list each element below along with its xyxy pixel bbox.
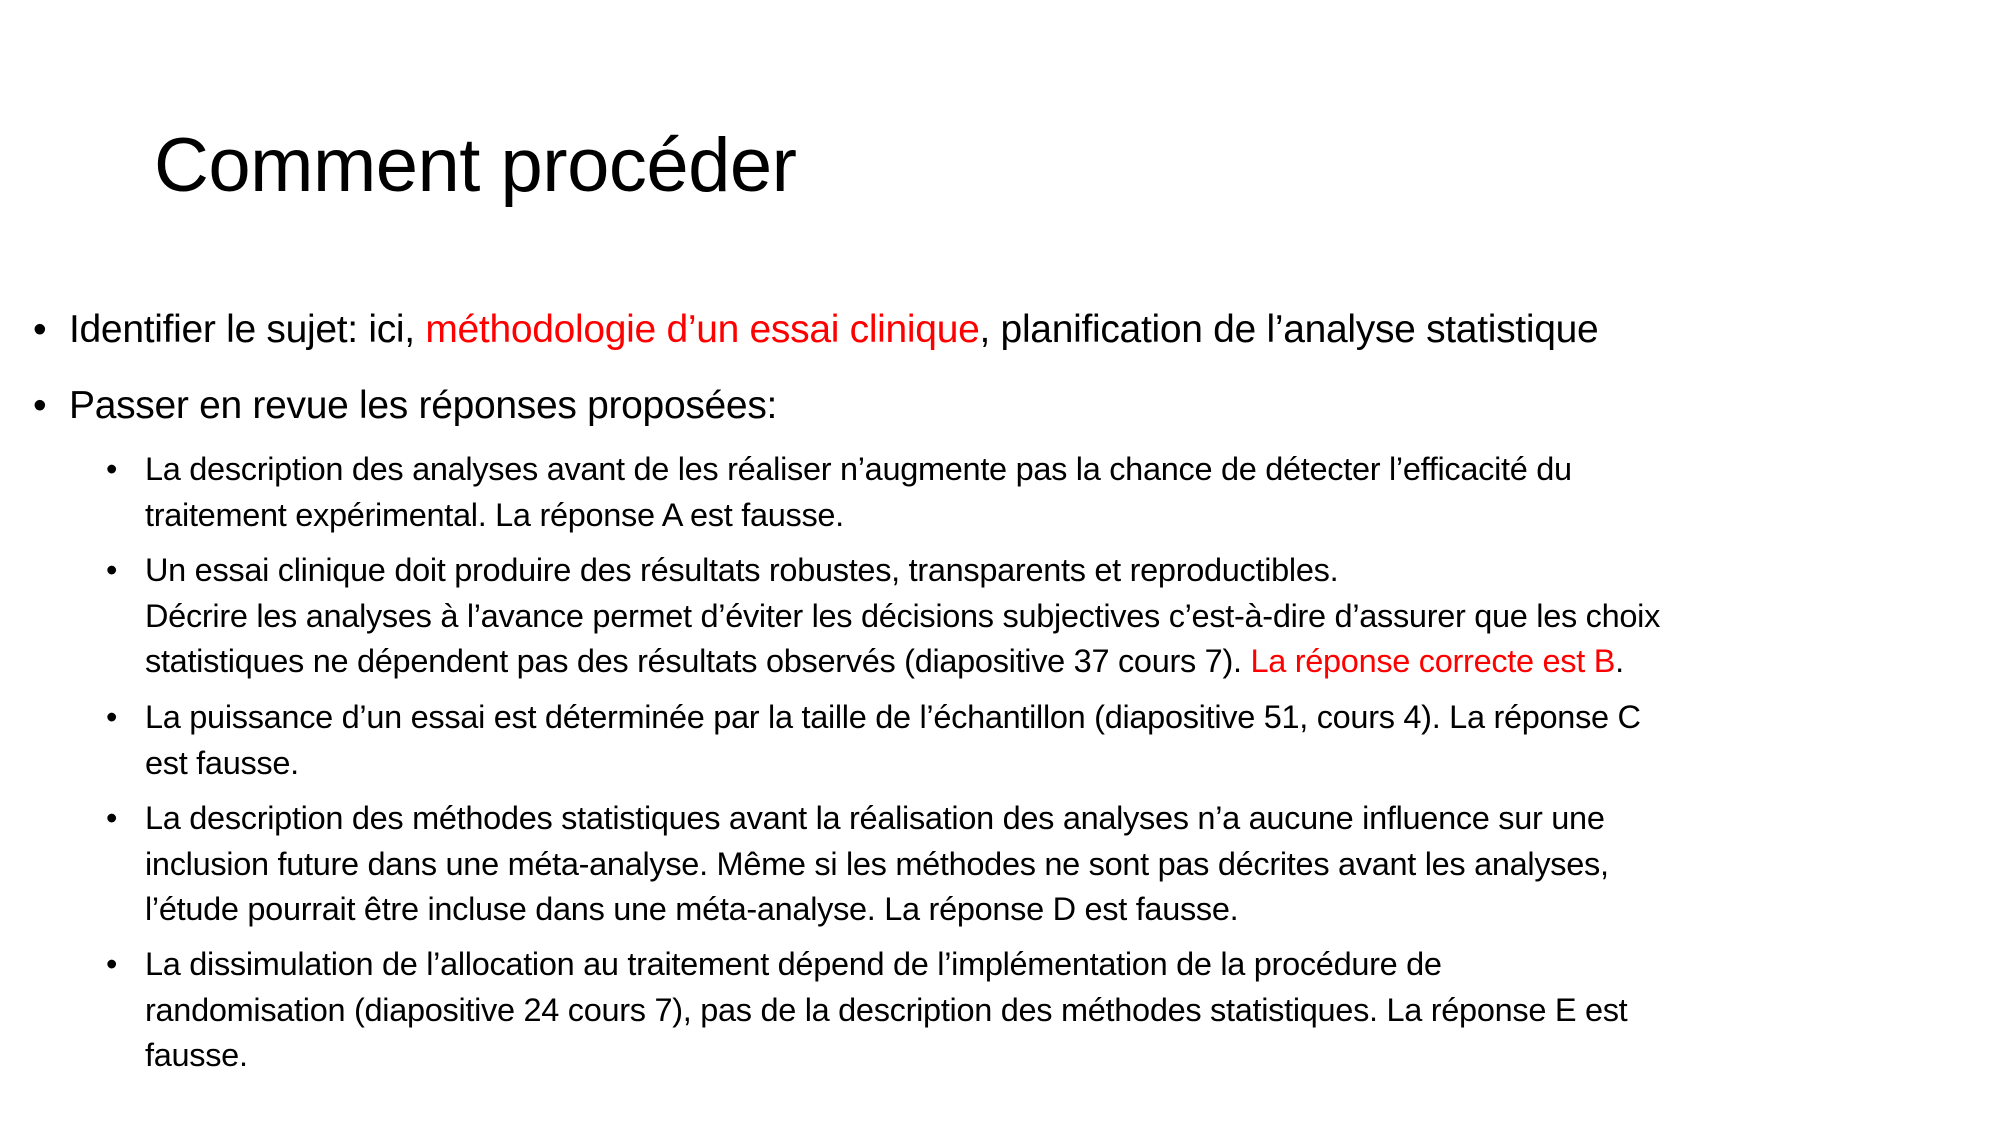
text-segment: Identifier le sujet: ici, [69, 308, 426, 351]
text-segment: La description des analyses avant de les réaliser n’augmente pas la chance de détecter l’efficacité du [145, 451, 1572, 487]
text-segment: Un essai clinique doit produire des résultats robustes, transparents et reproductibles. [145, 552, 1339, 588]
text-segment: l’étude pourrait être incluse dans une méta-analyse. La réponse D est fausse. [145, 891, 1239, 928]
text-segment: statistiques ne dépendent pas des résultats observés (diapositive 37 cours 7). [145, 643, 1251, 680]
bullet-text [69, 384, 777, 428]
bullet-icon: • [33, 308, 47, 351]
text-segment: Passer en revue les réponses proposées: [69, 384, 778, 427]
highlighted-text: méthodologie d’un essai clinique [425, 308, 980, 351]
sub-bullet-line [145, 593, 1660, 639]
highlighted-text: La réponse correcte est B [1250, 643, 1616, 680]
sub-bullet-line [145, 886, 1238, 932]
text-segment: La puissance d’un essai est déterminée par la taille de l’échantillon (diapositive 51, cours 4). La réponse C [145, 699, 1641, 735]
sub-bullet-line [145, 446, 1572, 492]
sub-bullet-line [145, 987, 1627, 1033]
text-segment: randomisation (diapositive 24 cours 7), pas de la description des méthodes statistiques. La réponse E est [145, 991, 1628, 1028]
bullet-icon: • [33, 384, 47, 427]
bullet-icon: • [106, 800, 118, 836]
text-segment: La dissimulation de l’allocation au traitement dépend de l’implémentation de la procédure de [145, 946, 1442, 982]
sub-bullet-line [145, 740, 299, 786]
text-segment: Décrire les analyses à l’avance permet d’éviter les décisions subjectives c’est-à-dire d’assurer que les choix [145, 597, 1661, 634]
sub-bullet-line [145, 795, 1605, 841]
text-segment: est fausse. [145, 744, 299, 781]
sub-bullet-line [145, 694, 1641, 740]
text-segment: La description des méthodes statistiques avant la réalisation des analyses n’a aucune influence sur une [145, 800, 1605, 836]
bullet-icon: • [106, 699, 118, 735]
sub-bullet-line [145, 638, 1624, 684]
sub-bullet-line [145, 941, 1442, 987]
sub-bullet-line [145, 841, 1609, 887]
sub-bullet-line [145, 547, 1338, 593]
text-segment: inclusion future dans une méta-analyse. Même si les méthodes ne sont pas décrites avant les analyses, [145, 845, 1609, 882]
bullet-icon: • [106, 451, 118, 487]
sub-bullet-line [145, 1032, 248, 1078]
sub-bullet-line [145, 492, 844, 538]
slide-title: Comment procéder [154, 123, 797, 208]
text-segment: . [1615, 643, 1624, 680]
bullet-icon: • [106, 946, 118, 982]
text-segment: fausse. [145, 1037, 248, 1074]
bullet-text [69, 308, 1598, 352]
text-segment: , planification de l’analyse statistique [979, 308, 1599, 351]
bullet-icon: • [106, 552, 118, 588]
text-segment: traitement expérimental. La réponse A est fausse. [145, 496, 844, 533]
